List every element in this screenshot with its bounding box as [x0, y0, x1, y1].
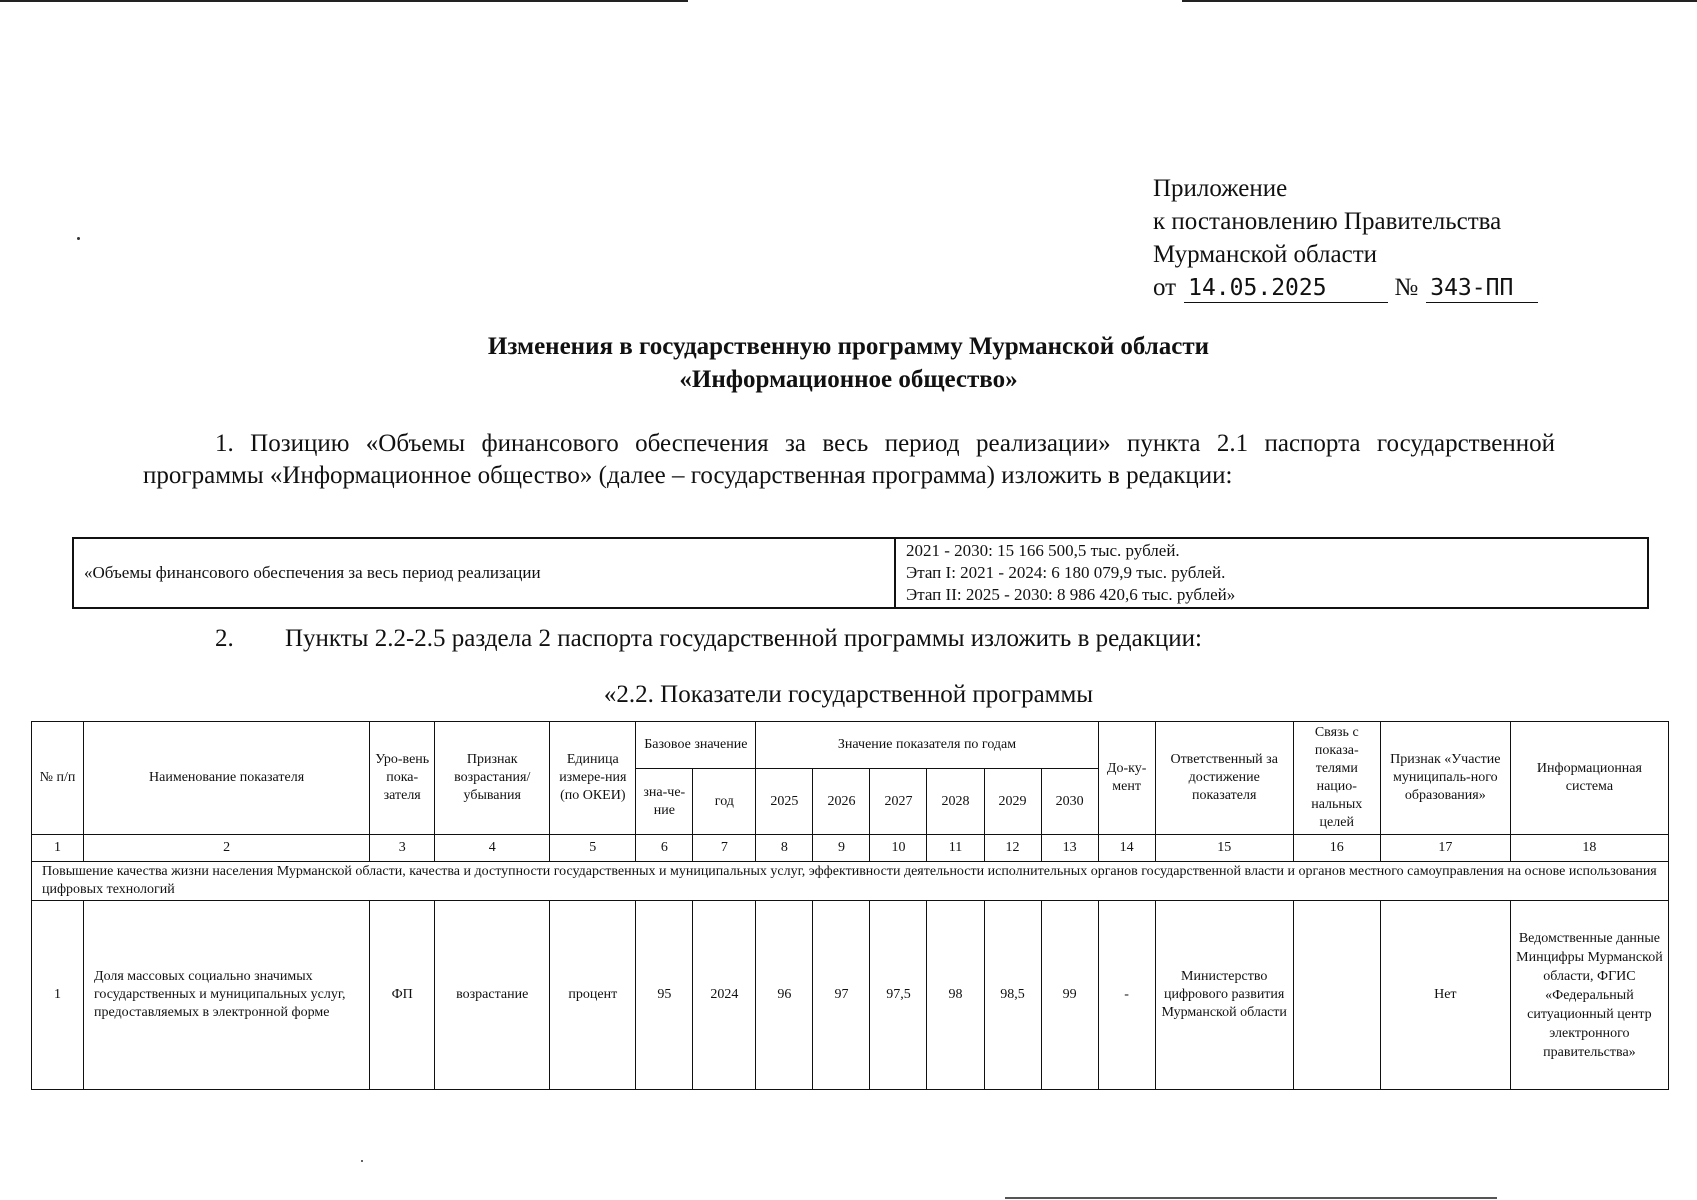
paragraph-1: 1. Позицию «Объемы финансового обеспечения за весь период реализации» пункта 2.1 паспорта государственной программы «Информационное общество» (далее – государственная программа) изложить в редакции:: [143, 430, 1555, 489]
column-number: 3: [370, 835, 435, 862]
indicator-level: ФП: [370, 901, 435, 1090]
col-header-document: До-ку-мент: [1098, 722, 1155, 835]
col-header-year-2030: 2030: [1041, 769, 1098, 835]
column-number: 12: [984, 835, 1041, 862]
indicator-unit: процент: [550, 901, 636, 1090]
indicator-name: Доля массовых социально значимых государственных и муниципальных услуг, предоставляемых в электронной форме: [84, 901, 370, 1090]
base-year: 2024: [693, 901, 756, 1090]
col-header-name: Наименование показателя: [84, 722, 370, 835]
column-number: 6: [636, 835, 693, 862]
document-title: [0, 330, 1697, 396]
decree-date: 14.05.2025: [1184, 274, 1388, 303]
col-header-base: Базовое значение: [636, 722, 756, 769]
column-number: 5: [550, 835, 636, 862]
annex-date-line: [1153, 271, 1538, 304]
col-header-year-2026: 2026: [813, 769, 870, 835]
annex-line-3: Мурманской области: [1153, 241, 1378, 268]
column-number: 4: [435, 835, 550, 862]
indicator-municipal: Нет: [1380, 901, 1510, 1090]
col-header-base-year: год: [693, 769, 756, 835]
subsection-title: «2.2. Показатели государственной программы: [603, 681, 1094, 708]
col-header-unit: Единица измере-ния (по ОКЕИ): [550, 722, 636, 835]
column-number: 10: [870, 835, 927, 862]
paragraph-2: [215, 623, 1202, 655]
value-2029: 98,5: [984, 901, 1041, 1090]
value-2026: 97: [813, 901, 870, 1090]
col-header-trend: Признак возрастания/ убывания: [435, 722, 550, 835]
finance-row: [73, 538, 1648, 608]
value-2025: 96: [756, 901, 813, 1090]
goal-cell: Повышение качества жизни населения Мурманской области, качества и доступности государственных и муниципальных услуг, эффективности деятельности исполнительных органов государственной власти и органов местного самоуправления на основе использования цифровых технологий: [32, 862, 1669, 901]
finance-values-cell: [895, 538, 1648, 608]
row-num: 1: [32, 901, 84, 1090]
column-number: 16: [1293, 835, 1380, 862]
col-header-link: Связь с показа-телями нацио-нальных целей: [1293, 722, 1380, 835]
value-2028: 98: [927, 901, 984, 1090]
value-2030: 99: [1041, 901, 1098, 1090]
paragraph-2-number: 2.: [215, 625, 234, 652]
column-number-row: [32, 835, 1669, 862]
finance-stage-1: Этап I: 2021 - 2024: 6 180 079,9 тыс. рублей.: [906, 563, 1226, 582]
title-line-2: «Информационное общество»: [679, 366, 1018, 393]
date-prefix: от: [1153, 274, 1177, 301]
col-header-responsible: Ответственный за достижение показателя: [1155, 722, 1293, 835]
column-number: 9: [813, 835, 870, 862]
indicator-trend: возрастание: [435, 901, 550, 1090]
column-number: 18: [1510, 835, 1668, 862]
base-value: 95: [636, 901, 693, 1090]
column-number: 7: [693, 835, 756, 862]
finance-table: [72, 537, 1649, 609]
annex-block: [1153, 172, 1538, 304]
decree-number: 343-ПП: [1426, 274, 1538, 303]
annex-line-1: Приложение: [1153, 175, 1288, 202]
col-header-num: № п/п: [32, 722, 84, 835]
finance-stage-2: Этап II: 2025 - 2030: 8 986 420,6 тыс. рублей»: [906, 585, 1236, 604]
column-number: 14: [1098, 835, 1155, 862]
scan-speck: [361, 1160, 363, 1162]
col-header-base-value: зна-че-ние: [636, 769, 693, 835]
col-header-year-2029: 2029: [984, 769, 1041, 835]
col-header-year-2027: 2027: [870, 769, 927, 835]
indicator-info-system: Ведомственные данные Минцифры Мурманской области, ФГИС «Федеральный ситуационный центр электронного правительства»: [1510, 901, 1668, 1090]
header-row-1: [32, 722, 1669, 769]
column-number: 15: [1155, 835, 1293, 862]
col-header-year-2028: 2028: [927, 769, 984, 835]
scan-edge-top-left: [0, 0, 688, 2]
col-header-municipal: Признак «Участие муниципаль-ного образования»: [1380, 722, 1510, 835]
scan-speck: [77, 237, 80, 240]
col-header-info-system: Информационная система: [1510, 722, 1668, 835]
title-line-1: Изменения в государственную программу Мурманской области: [487, 333, 1210, 360]
indicator-document: -: [1098, 901, 1155, 1090]
column-number: 1: [32, 835, 84, 862]
indicator-responsible: Министерство цифрового развития Мурманской области: [1155, 901, 1293, 1090]
column-number: 13: [1041, 835, 1098, 862]
annex-line-2: к постановлению Правительства: [1153, 208, 1502, 235]
scan-edge-top-right: [1182, 0, 1697, 2]
paragraph-2-text: Пункты 2.2-2.5 раздела 2 паспорта государственной программы изложить в редакции:: [285, 625, 1202, 652]
table-row: [32, 901, 1669, 1090]
col-header-level: Уро-вень пока-зателя: [370, 722, 435, 835]
column-number: 2: [84, 835, 370, 862]
indicator-link: [1293, 901, 1380, 1090]
finance-label-cell: «Объемы финансового обеспечения за весь период реализации: [73, 538, 895, 608]
finance-total: 2021 - 2030: 15 166 500,5 тыс. рублей.: [906, 541, 1180, 560]
column-number: 17: [1380, 835, 1510, 862]
col-header-by-years: Значение показателя по годам: [756, 722, 1098, 769]
goal-row: [32, 862, 1669, 901]
value-2027: 97,5: [870, 901, 927, 1090]
col-header-year-2025: 2025: [756, 769, 813, 835]
indicators-table: [31, 721, 1669, 1090]
number-prefix: №: [1394, 274, 1419, 301]
scan-edge-bottom: [1005, 1197, 1497, 1199]
column-number: 11: [927, 835, 984, 862]
column-number: 8: [756, 835, 813, 862]
